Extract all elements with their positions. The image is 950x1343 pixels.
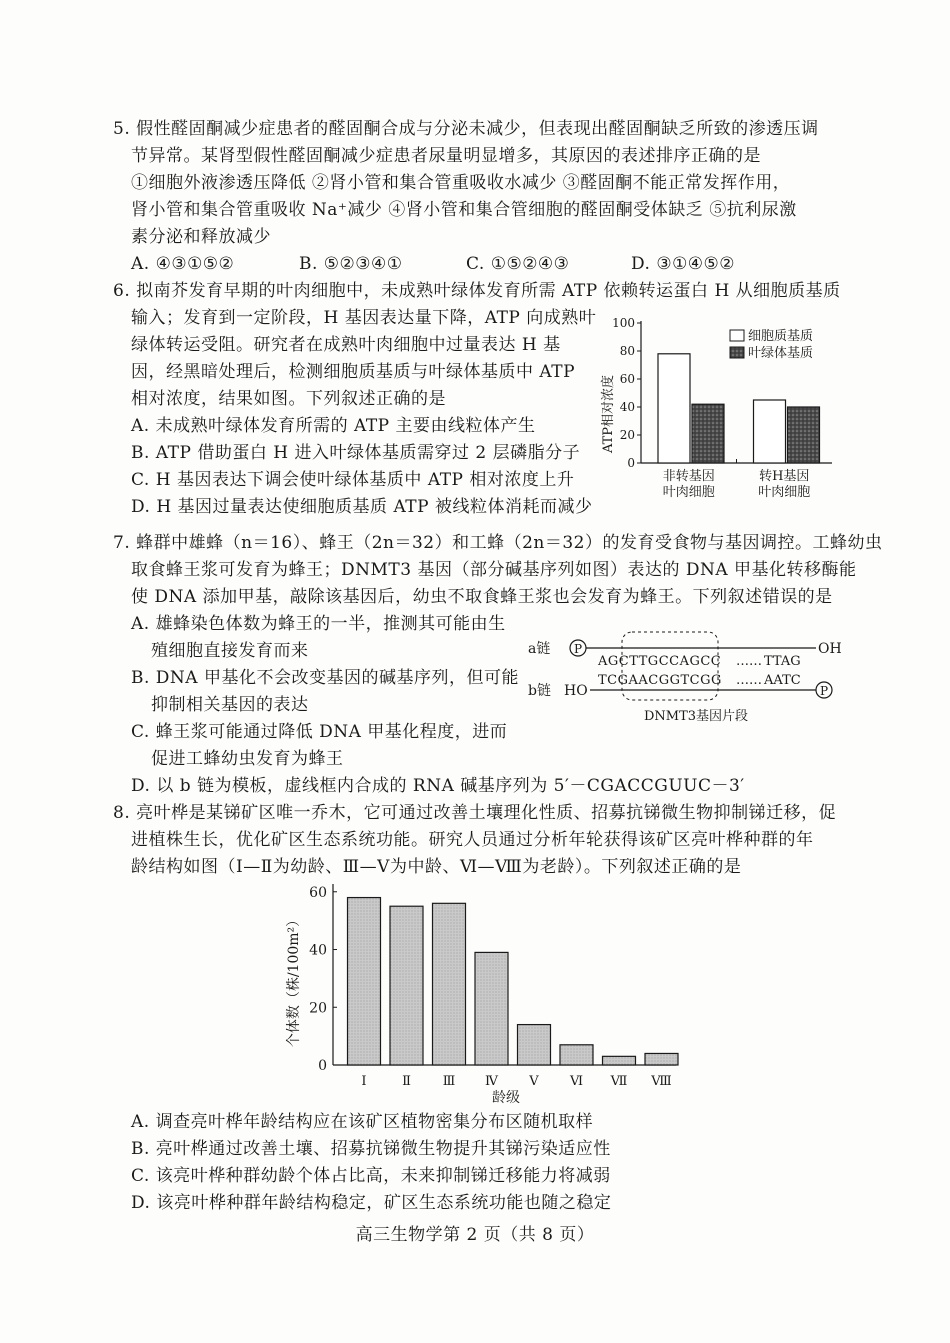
atp-y-tick-label: 0 (627, 456, 635, 470)
a-strand-dots: …… (736, 654, 762, 669)
atp-legend (730, 329, 813, 361)
atp-x-category-label: 转H基因 (759, 469, 810, 484)
atp-y-tick-label: 40 (619, 400, 635, 414)
q5-option-b: B. ⑤②③④① (299, 254, 403, 274)
q8-option-a: A. 调查亮叶桦年龄结构应在该矿区植物密集分布区随机取样 (131, 1112, 594, 1132)
q6-option-d: D. H 基因过量表达使细胞质基质 ATP 被线粒体消耗而减少 (131, 497, 593, 517)
atp-bar-cytoplasm (754, 400, 786, 463)
q7-stem-line: 取食蜂王浆可发育为蜂王；DNMT3 基因（部分碱基序列如图）表达的 DNA 甲基化转移酶能 (131, 560, 857, 580)
age-x-tick-label: Ⅳ (485, 1074, 498, 1089)
q7-option-a: A. 雄蜂染色体数为蜂王的一半，推测其可能由生 (131, 614, 506, 634)
age-x-tick-label: Ⅰ (361, 1074, 367, 1089)
q6-option-c: C. H 基因表达下调会使叶绿体基质中 ATP 相对浓度上升 (131, 470, 575, 490)
atp-concentration-chart (596, 310, 836, 505)
q7-option-d: D. 以 b 链为模板，虚线框内合成的 RNA 碱基序列为 5′－CGACCGUUC－3′ (131, 776, 745, 796)
q6-stem-line: 6. 拟南芥发育早期的叶肉细胞中，未成熟叶绿体发育所需 ATP 依赖转运蛋白 H 从细胞质基质 (113, 281, 841, 301)
q5-stem-line: ①细胞外液渗透压降低 ②肾小管和集合管重吸收水减少 ③醛固酮不能正常发挥作用， (131, 173, 791, 193)
q5-stem-line: 节异常。某肾型假性醛固酮减少症患者尿量明显增多，其原因的表述排序正确的是 (131, 146, 761, 166)
q7-option-b: B. DNA 甲基化不会改变基因的碱基序列，但可能 (131, 668, 519, 688)
q5-option-d: D. ③①④⑤② (631, 254, 736, 274)
q8-stem-line: 8. 亮叶桦是某锑矿区唯一乔木，它可通过改善土壤理化性质、招募抗锑微生物抑制锑迁移，促 (113, 803, 837, 823)
age-y-tick-label: 40 (309, 942, 327, 959)
legend-swatch-cytoplasm (730, 330, 744, 341)
atp-x-category-label: 叶肉细胞 (758, 485, 811, 500)
legend-swatch-stroma (730, 347, 744, 358)
q6-stem-line: 相对浓度，结果如图。下列叙述正确的是 (131, 389, 446, 409)
age-y-tick-label: 0 (318, 1058, 327, 1074)
age-x-axis-label: 龄级 (492, 1090, 520, 1106)
q6-option-b: B. ATP 借助蛋白 H 进入叶绿体基质需穿过 2 层磷脂分子 (131, 443, 581, 463)
atp-x-category-label: 叶肉细胞 (662, 485, 715, 500)
age-x-tick-label: Ⅱ (402, 1074, 411, 1089)
atp-y-tick-label: 100 (612, 316, 635, 330)
b-strand-dots: …… (736, 673, 762, 688)
age-x-tick-label: Ⅵ (569, 1074, 584, 1089)
q8-option-d: D. 该亮叶桦种群年龄结构稳定，矿区生态系统功能也随之稳定 (131, 1193, 612, 1213)
q5-option-a: A. ④③①⑤② (131, 254, 235, 274)
age-bar (348, 898, 381, 1065)
legend-label-cytoplasm: 细胞质基质 (748, 329, 814, 344)
age-bar (518, 1025, 551, 1065)
age-bar (433, 903, 466, 1065)
atp-bar-cytoplasm (658, 354, 690, 463)
b-strand-ho: HO (564, 683, 588, 699)
atp-y-tick-label: 60 (619, 372, 635, 386)
q7-option-c: C. 蜂王浆可能通过降低 DNA 甲基化程度，进而 (131, 722, 508, 742)
q7-option-a-cont: 殖细胞直接发育而来 (151, 641, 309, 661)
age-bar (645, 1053, 678, 1065)
b-strand-end: AATC (764, 673, 801, 688)
age-x-tick-label: Ⅷ (651, 1074, 672, 1089)
q5-stem-line: 5. 假性醛固酮减少症患者的醛固酮合成与分泌未减少，但表现出醛固酮缺乏所致的渗透压调 (113, 119, 819, 139)
age-y-tick-label: 60 (309, 884, 327, 901)
dnmt3-gene-diagram (526, 628, 846, 728)
atp-y-axis-label: ATP相对浓度 (601, 374, 616, 454)
atp-y-tick-label: 20 (619, 428, 635, 442)
q6-stem-line: 输入；发育到一定阶段，H 基因表达量下降，ATP 向成熟叶 (131, 308, 597, 328)
diagram-caption: DNMT3基因片段 (643, 709, 749, 724)
q6-option-a: A. 未成熟叶绿体发育所需的 ATP 主要由线粒体产生 (131, 416, 536, 436)
atp-y-tick-label: 80 (619, 344, 635, 358)
q7-stem-line: 7. 蜂群中雄蜂（n＝16）、蜂王（2n＝32）和工蜂（2n＝32）的发育受食物与基因调控。工蜂幼虫 (113, 533, 883, 553)
age-bar (475, 952, 508, 1065)
q7-stem-line: 使 DNA 添加甲基，敲除该基因后，幼虫不取食蜂王浆也会发育为蜂王。下列叙述错误的是 (131, 587, 833, 607)
atp-bar-stroma (692, 404, 724, 463)
age-structure-chart (276, 880, 716, 1110)
q7-option-c-cont: 促进工蜂幼虫发育为蜂王 (151, 749, 344, 769)
age-bar (390, 906, 423, 1065)
a-strand-end: TTAG (764, 654, 801, 669)
age-x-tick-label: Ⅴ (529, 1074, 539, 1089)
b-strand-sequence: TCGAACGGTCGG (598, 673, 722, 688)
legend-label-stroma: 叶绿体基质 (748, 346, 814, 361)
atp-bar-stroma (788, 407, 820, 463)
age-bar (560, 1045, 593, 1065)
page-footer: 高三生物学第 2 页（共 8 页） (355, 1225, 595, 1245)
a-strand-oh: OH (818, 641, 842, 657)
age-x-tick-label: Ⅲ (442, 1074, 456, 1089)
age-bar (603, 1056, 636, 1065)
age-y-axis-label: 个体数（株/100m²） (286, 912, 302, 1048)
q6-stem-line: 因，经黑暗处理后，检测细胞质基质与叶绿体基质中 ATP (131, 362, 576, 382)
q5-stem-line: 素分泌和释放减少 (131, 227, 271, 247)
q8-stem-line: 进植株生长，优化矿区生态系统功能。研究人员通过分析年轮获得该矿区亮叶桦种群的年 (131, 830, 814, 850)
age-y-tick-label: 20 (309, 1000, 327, 1017)
age-x-tick-label: Ⅶ (610, 1074, 628, 1089)
q5-option-c: C. ①⑤②④③ (466, 254, 570, 274)
q6-stem-line: 绿体转运受阻。研究者在成熟叶肉细胞中过量表达 H 基 (131, 335, 561, 355)
a-strand-sequence: AGCTTGCCAGCC (598, 654, 722, 669)
atp-x-category-label: 非转基因 (662, 469, 715, 484)
phosphate-a-label: P (573, 642, 583, 656)
phosphate-b-label: P (819, 684, 829, 698)
a-strand-label: a链 (528, 641, 551, 657)
q7-option-b-cont: 抑制相关基因的表达 (151, 695, 309, 715)
b-strand-label: b链 (528, 683, 551, 699)
q8-option-c: C. 该亮叶桦种群幼龄个体占比高，未来抑制锑迁移能力将减弱 (131, 1166, 611, 1186)
q5-stem-line: 肾小管和集合管重吸收 Na⁺减少 ④肾小管和集合管细胞的醛固酮受体缺乏 ⑤抗利尿激 (131, 200, 797, 220)
q8-stem-line: 龄结构如图（Ⅰ—Ⅱ为幼龄、Ⅲ—Ⅴ为中龄、Ⅵ—Ⅷ为老龄）。下列叙述正确的是 (131, 857, 742, 877)
q8-option-b: B. 亮叶桦通过改善土壤、招募抗锑微生物提升其锑污染适应性 (131, 1139, 611, 1159)
